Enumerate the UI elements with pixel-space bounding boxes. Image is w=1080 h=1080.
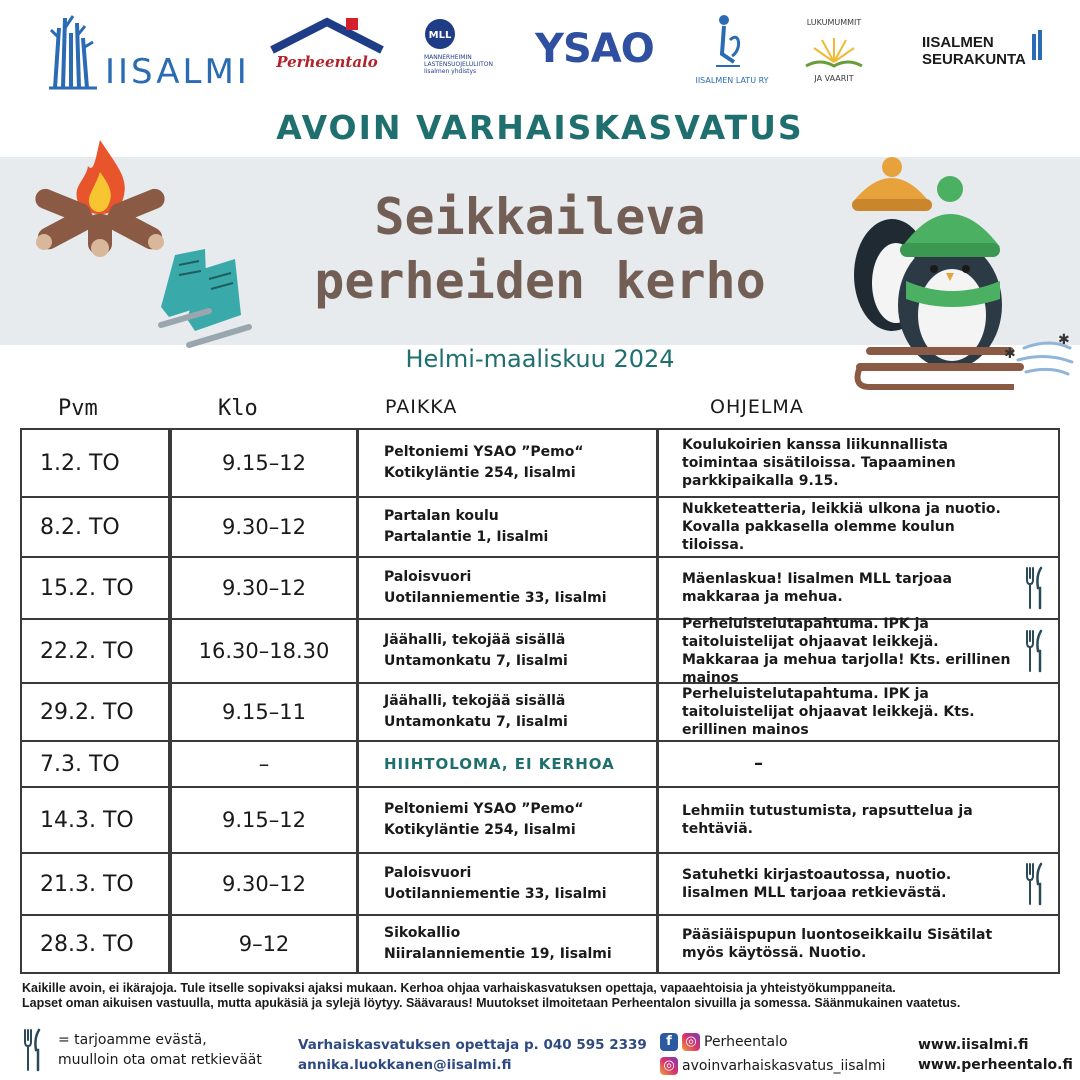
- row-time: 9.15–11: [222, 700, 306, 724]
- info-note-line2: Lapset oman aikuisen vastuulla, mutta apukäsiä ja sylejä löytyy. Säävaraus! Muutokset ilmoitetaan Perheentalon sivuilla ja somessa. Säänmukainen vaatetus.: [22, 996, 961, 1010]
- place-name: Paloisvuori: [384, 865, 472, 881]
- row-date: 22.2. TO: [40, 638, 134, 664]
- row-date: 15.2. TO: [40, 575, 134, 601]
- row-program: [658, 854, 1058, 914]
- row-time: 9.30–12: [222, 515, 306, 539]
- column-header-program: OHJELMA: [710, 396, 804, 418]
- place-address: Untamonkatu 7, Iisalmi: [384, 714, 568, 730]
- facebook-label: Perheentalo: [704, 1034, 788, 1050]
- perheentalo-logo: [268, 16, 386, 78]
- row-place: [358, 430, 658, 496]
- instagram-icon: ◎: [660, 1057, 678, 1075]
- ice-skates-icon: [155, 245, 265, 360]
- row-time: 9–12: [238, 932, 290, 956]
- row-program: Lehmiin tutustumista, rapsuttelua ja tehtäviä.: [682, 803, 973, 837]
- row-date: 21.3. TO: [40, 871, 134, 897]
- svg-text:✱: ✱: [1004, 346, 1016, 362]
- seurakunta-line1: IISALMEN: [922, 34, 994, 51]
- row-time: 9.15–12: [222, 451, 306, 475]
- perheentalo-logo-text: Perheentalo: [276, 53, 378, 71]
- mll-logo: [424, 18, 504, 80]
- row-place: [358, 916, 658, 972]
- lukumummit-logo: [796, 16, 872, 86]
- social-links: [660, 1030, 886, 1078]
- place-name: Paloisvuori: [384, 569, 472, 585]
- page-title: [270, 185, 810, 313]
- table-row: [22, 430, 1058, 498]
- wind-snowflakes-icon: [1000, 318, 1078, 386]
- table-row: [22, 854, 1058, 916]
- table-row: [22, 916, 1058, 972]
- house-roof-icon: [268, 16, 386, 56]
- latu-logo: [676, 10, 788, 86]
- row-date: 7.3. TO: [40, 751, 120, 777]
- column-header-date: Pvm: [58, 396, 98, 421]
- row-program: –: [754, 753, 763, 774]
- food-legend: [58, 1030, 262, 1070]
- mll-circle-icon: [424, 18, 504, 52]
- iisalmi-logo-text: IISALMI: [105, 52, 250, 92]
- instagram-label: avoinvarhaiskasvatus_iisalmi: [682, 1058, 886, 1074]
- row-place: [358, 620, 658, 682]
- row-place: [358, 742, 658, 786]
- org-title: AVOIN VARHAISKASVATUS: [276, 108, 804, 147]
- website-links: [918, 1035, 1073, 1075]
- row-date: 1.2. TO: [40, 450, 120, 476]
- ysao-logo: [535, 26, 654, 74]
- table-row: [22, 498, 1058, 558]
- program-text: Satuhetki kirjastoautossa, nuotio. Iisalmen MLL tarjoaa retkievästä.: [682, 867, 952, 901]
- fork-knife-icon: [1024, 566, 1046, 610]
- fork-knife-icon: [22, 1028, 44, 1072]
- row-place: [358, 788, 658, 852]
- row-program: Perheluistelutapahtuma. IPK ja taitoluistelijat ohjaavat leikkejä. Kts. erillinen mainos: [682, 686, 975, 738]
- tree-icon: [45, 8, 105, 92]
- row-program: Nukketeatteria, leikkiä ulkona ja nuotio. Kovalla pakkasella olemme koulun tiloissa.: [682, 501, 1001, 553]
- seurakunta-line2: SEURAKUNTA: [922, 51, 1026, 68]
- row-time: 9.15–12: [222, 808, 306, 832]
- place-name: Partalan koulu: [384, 508, 499, 524]
- row-time: 9.30–12: [222, 872, 306, 896]
- iisalmi-logo: [45, 8, 250, 92]
- info-notes: [22, 981, 1062, 1011]
- row-date: 29.2. TO: [40, 699, 134, 725]
- row-time: 9.30–12: [222, 576, 306, 600]
- lukumummit-top-text: LUKUMUMMIT: [806, 18, 862, 27]
- row-time: –: [258, 752, 270, 776]
- date-range-subtitle: Helmi-maaliskuu 2024: [405, 345, 675, 373]
- fork-knife-icon: [1024, 862, 1046, 906]
- column-header-time: Klo: [218, 396, 258, 421]
- place-address: Partalantie 1, Iisalmi: [384, 529, 549, 545]
- place-address: Untamonkatu 7, Iisalmi: [384, 653, 568, 669]
- table-row: [22, 616, 1058, 686]
- row-place: [358, 854, 658, 914]
- place-name: Peltoniemi YSAO ”Pemo“: [384, 801, 584, 817]
- seurakunta-logo: [922, 34, 1052, 74]
- row-date: 28.3. TO: [40, 931, 134, 957]
- website-iisalmi[interactable]: www.iisalmi.fi: [918, 1037, 1029, 1053]
- info-note-line1: Kaikille avoin, ei ikärajoja. Tule itselle sopivaksi ajaksi mukaan. Kerhoa ohjaa varhaiskasvatuksen opettaja, vapaaehtoisia ja yhteistyökumppaneita.: [22, 981, 896, 995]
- place-address: Kotikyläntie 254, Iisalmi: [384, 465, 576, 481]
- row-program: [658, 616, 1058, 686]
- page-title-line2: perheiden kerho: [314, 252, 766, 310]
- logo-strip: [0, 0, 1080, 100]
- row-time: 16.30–18.30: [198, 639, 330, 663]
- place-address: Uotilanniementie 33, Iisalmi: [384, 590, 607, 606]
- table-row: [22, 684, 1058, 742]
- food-legend-line1: = tarjoamme evästä,: [58, 1032, 207, 1048]
- campfire-icon: [30, 130, 170, 260]
- page-title-line1: Seikkaileva: [374, 188, 706, 246]
- column-header-place: PAIKKA: [385, 396, 458, 418]
- latu-logo-text: IISALMEN LATU RY: [695, 76, 769, 85]
- schedule-table: [20, 428, 1060, 974]
- place-name: Jäähalli, tekojää sisällä: [384, 632, 566, 648]
- ysao-logo-text: YSAO: [535, 26, 654, 72]
- mll-badge-text: MLL: [428, 30, 452, 41]
- row-program: [658, 558, 1058, 618]
- website-perheentalo[interactable]: www.perheentalo.fi: [918, 1057, 1073, 1073]
- program-text: Perheluistelutapahtuma. IPK ja taitoluistelijat ohjaavat leikkejä. Makkaraa ja mehua tarjolla! Kts. erillinen mainos: [682, 616, 1011, 686]
- lukumummit-bottom-text: JA VAARIT: [814, 74, 854, 83]
- facebook-icon: f: [660, 1033, 678, 1051]
- row-place: [358, 684, 658, 740]
- instagram-icon: ◎: [682, 1033, 700, 1051]
- food-legend-line2: muulloin ota omat retkieväät: [58, 1052, 262, 1068]
- mll-logo-subtext: MANNERHEIMIN LASTENSUOJELULIITON Iisalmen yhdistys: [424, 54, 494, 75]
- contact-phone: Varhaiskasvatuksen opettaja p. 040 595 2339: [298, 1037, 647, 1053]
- table-row: [22, 788, 1058, 854]
- row-date: 8.2. TO: [40, 514, 120, 540]
- place-address: Kotikyläntie 254, Iisalmi: [384, 822, 576, 838]
- program-text: Mäenlaskua! Iisalmen MLL tarjoaa makkaraa ja mehua.: [682, 571, 952, 605]
- row-date: 14.3. TO: [40, 807, 134, 833]
- place-name: Jäähalli, tekojää sisällä: [384, 693, 566, 709]
- fork-knife-icon: [1024, 629, 1046, 673]
- place-name: Peltoniemi YSAO ”Pemo“: [384, 444, 584, 460]
- svg-text:✱: ✱: [1058, 332, 1070, 348]
- table-row: [22, 742, 1058, 788]
- skier-icon: [676, 10, 788, 72]
- row-program: Pääsiäispupun luontoseikkailu Sisätilat myös käytössä. Nuotio.: [682, 927, 993, 961]
- place-name: Sikokallio: [384, 925, 461, 941]
- place-address: Niiralanniementie 19, Iisalmi: [384, 946, 612, 962]
- contact-email[interactable]: annika.luokkanen@iisalmi.fi: [298, 1057, 512, 1073]
- holiday-notice: HIIHTOLOMA, EI KERHOA: [384, 754, 615, 773]
- church-tower-icon: [1030, 30, 1046, 60]
- table-row: [22, 558, 1058, 620]
- row-program: Koulukoirien kanssa liikunnallista toimintaa sisätiloissa. Tapaaminen parkkipaikalla 9.15.: [682, 437, 956, 489]
- instagram-link[interactable]: [660, 1054, 886, 1078]
- facebook-link[interactable]: [660, 1030, 886, 1054]
- place-address: Uotilanniementie 33, Iisalmi: [384, 886, 607, 902]
- row-place: [358, 558, 658, 618]
- contact-info: [298, 1035, 647, 1075]
- row-place: [358, 498, 658, 556]
